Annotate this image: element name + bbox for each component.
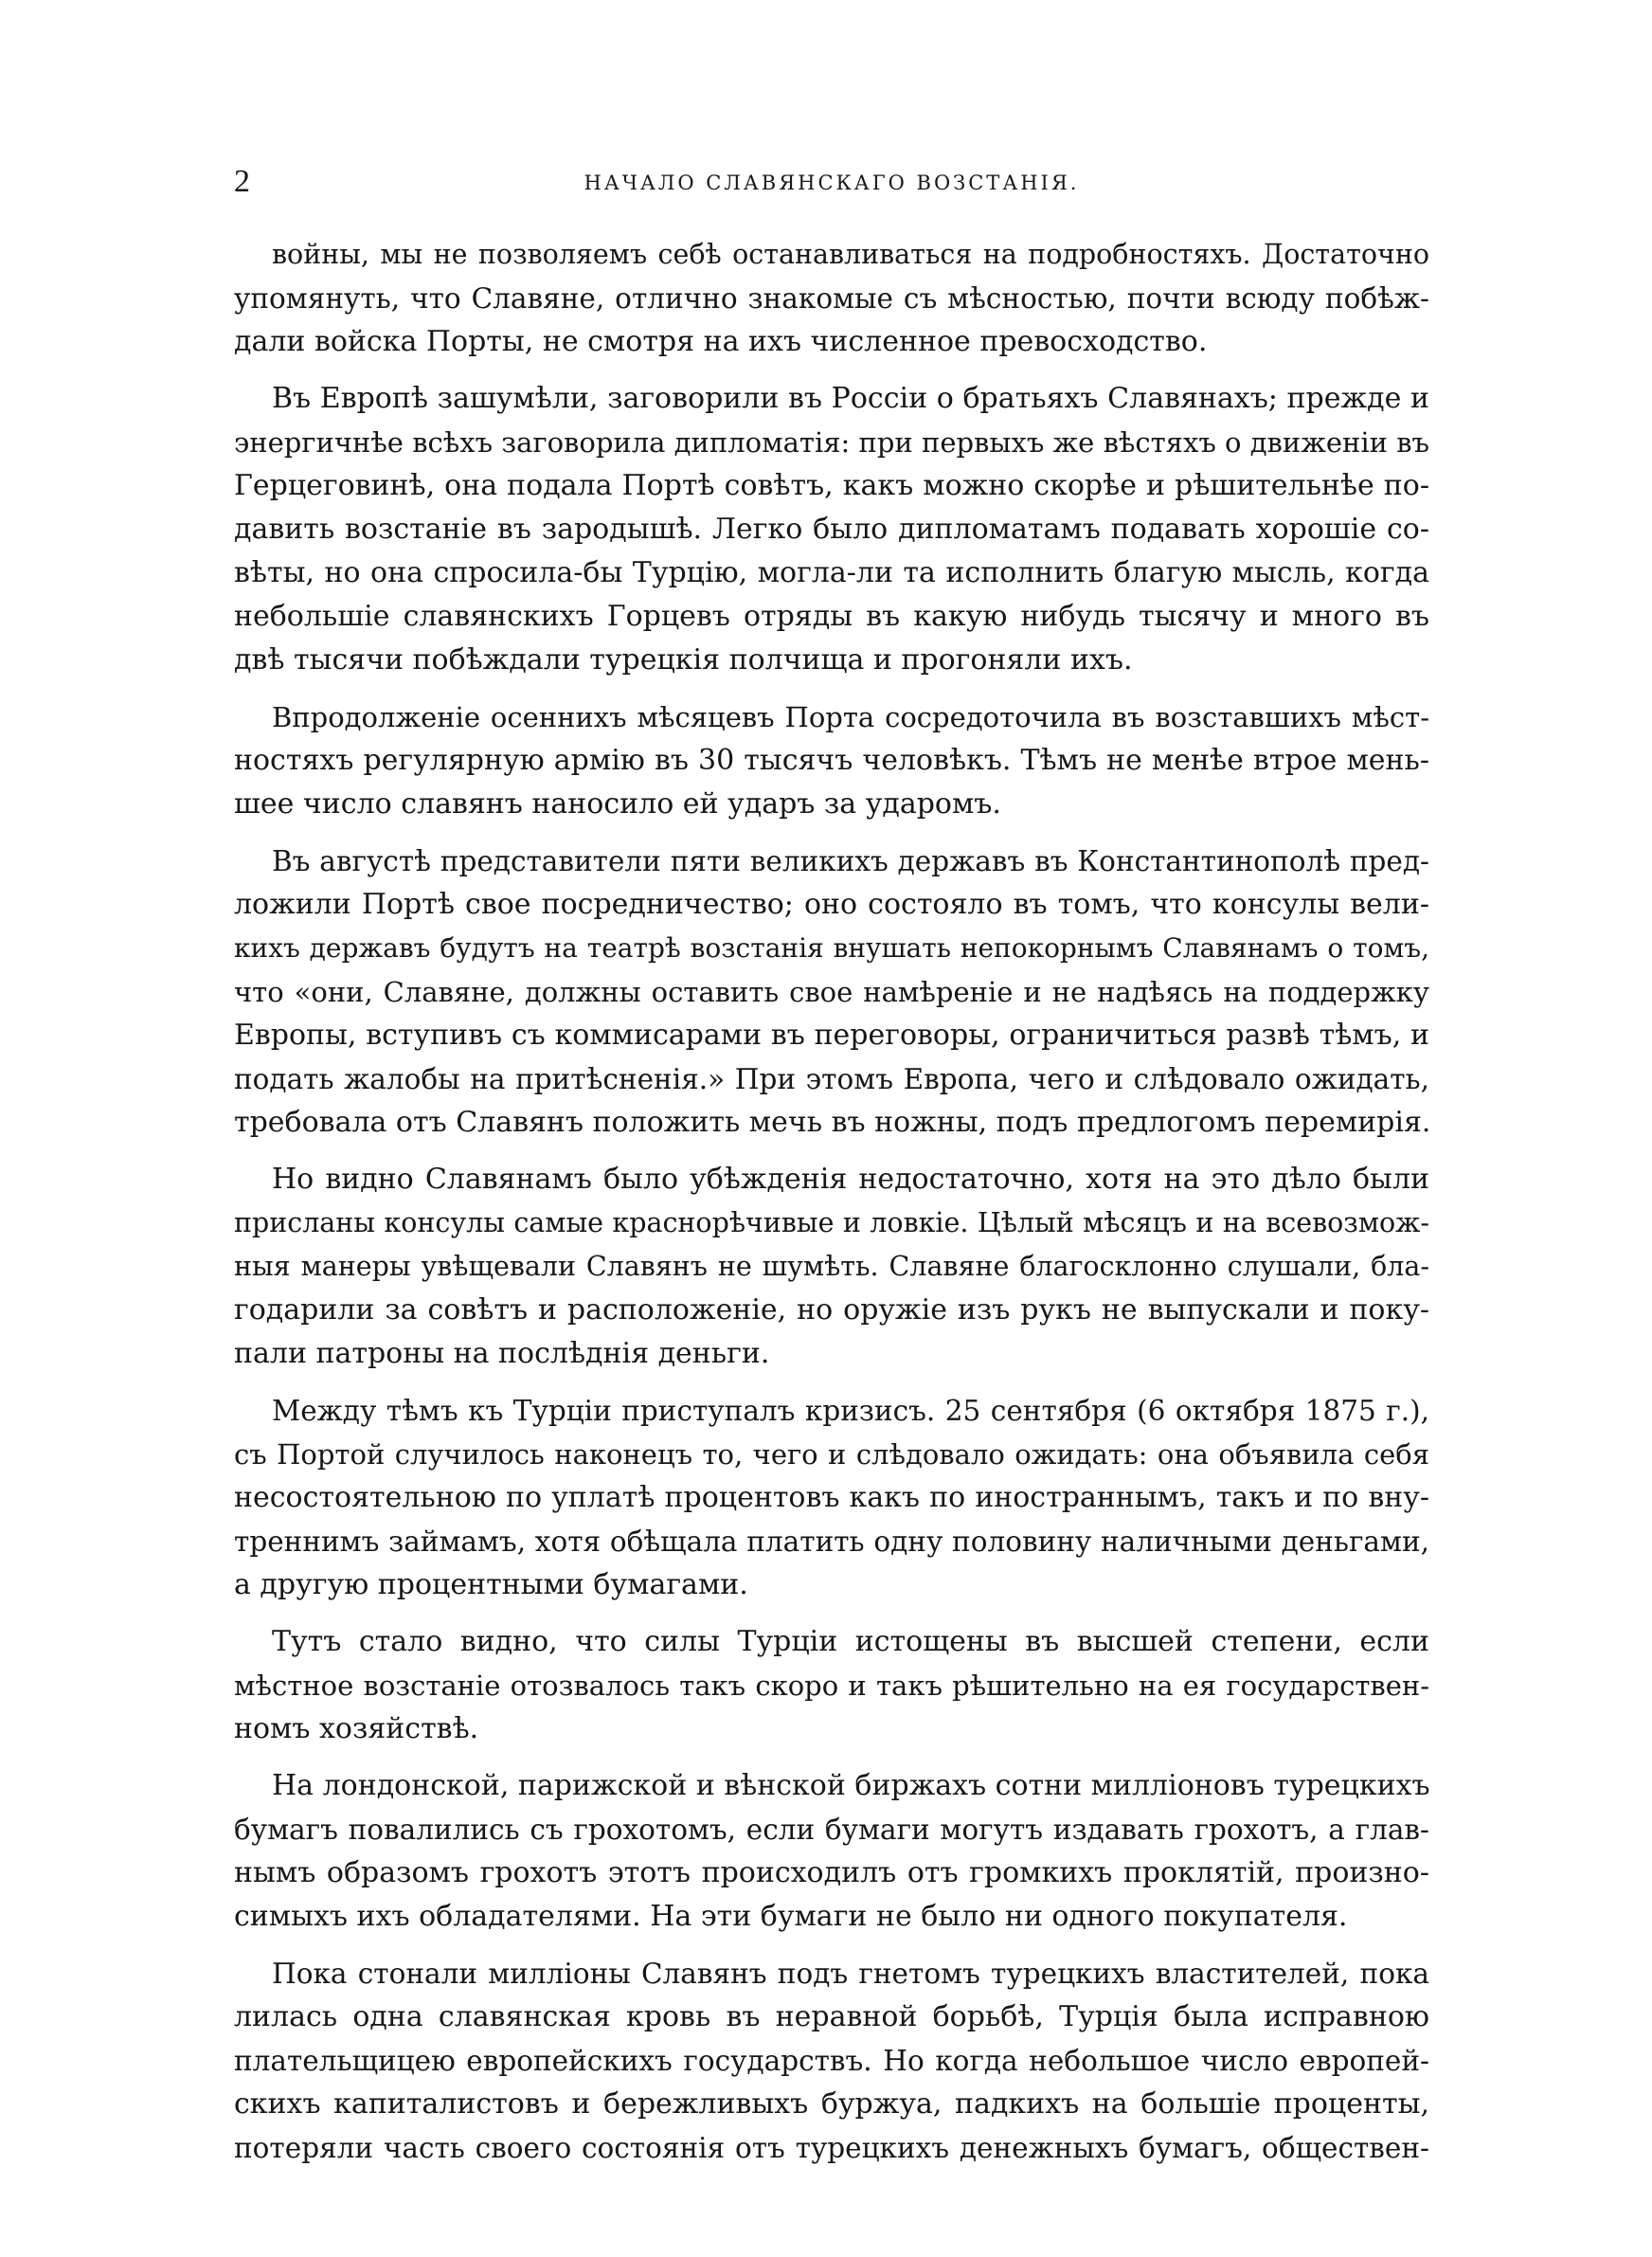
text-line: войны, мы не позволяемъ себѣ останавливаться на подробностяхъ. Достаточно <box>272 239 1429 270</box>
text-line: съ Портой случилось наконецъ то, чего и слѣдовало ожидать: она объявила себя <box>234 1438 1429 1471</box>
text-line: Но видно Славянамъ было убѣжденія недостаточно, хотя на это дѣло были <box>272 1163 1429 1196</box>
text-line: Въ Европѣ зашумѣли, заговорили въ Россіи о братьяхъ Славянахъ; прежде и <box>272 382 1429 415</box>
text-line: потеряли часть своего состоянія отъ турецкихъ денежныхъ бумагъ, обществен- <box>234 2132 1429 2164</box>
text-line: годарили за совѣтъ и расположеніе, но оружіе изъ рукъ не выпускали и поку- <box>234 1293 1429 1327</box>
paragraph <box>234 233 1429 364</box>
paragraph <box>234 840 1429 1145</box>
text-line: треннимъ займамъ, хотя обѣщала платить одну половину наличными деньгами, <box>234 1526 1429 1558</box>
text-line: вѣты, но она спросила-бы Турцію, могла-ли та исполнить благую мысль, когда <box>234 556 1429 589</box>
text-line: шее число славянъ наносило ей ударъ за ударомъ. <box>234 787 1001 821</box>
text-line: бумагъ повалились съ грохотомъ, если бумаги могутъ издавать грохотъ, а глав- <box>234 1814 1429 1846</box>
text-line: мѣстное возстаніе отозвалось такъ скоро и такъ рѣшительно на ея государствен- <box>234 1670 1429 1702</box>
text-line: лилась одна славянская кровь въ неравной борьбѣ, Турція была исправною <box>234 2000 1429 2033</box>
paragraph <box>234 1620 1429 1751</box>
text-line: Между тѣмъ къ Турціи приступалъ кризисъ. 25 сентября (6 октября 1875 г.), <box>272 1395 1429 1427</box>
text-line: кихъ державъ будутъ на театрѣ возстанія внушать непокорнымъ Славянамъ о томъ, <box>234 932 1429 964</box>
paragraph <box>234 1952 1429 2170</box>
text-line: На лондонской, парижской и вѣнской биржахъ сотни милліоновъ турецкихъ <box>272 1769 1430 1802</box>
text-line: что «они, Славяне, должны оставить свое намѣреніе и не надѣясь на поддержку <box>234 976 1429 1008</box>
paragraph <box>234 1389 1429 1607</box>
text-line: двѣ тысячи побѣждали турецкія полчища и прогоняли ихъ. <box>234 643 1133 677</box>
text-line: Пока стонали милліоны Славянъ подъ гнетомъ турецкихъ властителей, пока <box>272 1958 1429 1990</box>
text-line: нымъ образомъ грохотъ этотъ происходилъ отъ громкихъ проклятій, произно- <box>234 1856 1429 1889</box>
text-line: давить возстаніе въ зародышѣ. Легко было дипломатамъ подавать хорошіе со- <box>234 513 1429 546</box>
text-line: ныя манеры увѣщевали Славянъ не шумѣть. Славяне благосклонно слушали, бла- <box>234 1251 1429 1282</box>
text-line: требовала отъ Славянъ положить мечь въ ножны, подъ предлогомъ перемирія. <box>234 1106 1431 1139</box>
text-line: симыхъ ихъ обладателями. На эти бумаги не было ни одного покупателя. <box>234 1900 1348 1933</box>
text-line: ностяхъ регулярную армію въ 30 тысячъ человѣкъ. Тѣмъ не менѣе втрое мень- <box>234 744 1429 777</box>
page-number: 2 <box>234 164 250 199</box>
text-line: присланы консулы самые краснорѣчивые и ловкіе. Цѣлый мѣсяцъ и на всевозмож- <box>234 1207 1429 1238</box>
text-line: а другую процентными бумагами. <box>234 1568 748 1601</box>
text-line: ложили Портѣ свое посредничество; оно состояло въ томъ, что консулы вели- <box>234 888 1429 921</box>
text-line: скихъ капиталистовъ и бережливыхъ буржуа, падкихъ на большіе проценты, <box>234 2087 1429 2121</box>
text-line: Впродолженіе осеннихъ мѣсяцевъ Порта сосредоточила въ возставшихъ мѣст- <box>272 701 1429 733</box>
paragraph <box>234 1158 1429 1376</box>
text-line: Въ августѣ представители пяти великихъ державъ въ Константинополѣ пред- <box>272 845 1429 877</box>
text-line: дали войска Порты, не смотря на ихъ численное превосходство. <box>234 325 1208 358</box>
text-line: плательщицею европейскихъ государствъ. Но когда небольшое число европей- <box>234 2045 1429 2077</box>
text-line: упомянуть, что Славяне, отлично знакомые съ мѣсностью, почти всюду побѣж- <box>234 282 1429 315</box>
text-line: Тутъ стало видно, что силы Турціи истощены въ высшей степени, если <box>272 1625 1429 1658</box>
paragraph <box>234 1764 1429 1939</box>
paragraph <box>234 695 1429 826</box>
text-line: энергичнѣе всѣхъ заговорила дипломатія: при первыхъ же вѣстяхъ о движеніи въ <box>234 426 1429 459</box>
text-line: подать жалобы на притѣсненія.» При этомъ Европа, чего и слѣдовало ожидать, <box>234 1063 1429 1095</box>
body-text <box>234 233 1429 2183</box>
text-line: номъ хозяйствѣ. <box>234 1712 479 1745</box>
text-line: Европы, вступивъ съ коммисарами въ переговоры, ограничиться развѣ тѣмъ, и <box>234 1019 1429 1052</box>
text-line: пали патроны на послѣднія деньги. <box>234 1337 770 1370</box>
paragraph <box>234 377 1429 682</box>
text-line: небольшіе славянскихъ Горцевъ отряды въ какую нибудь тысячу и много въ <box>234 600 1429 633</box>
running-head: НАЧАЛО СЛАВЯНСКАГО ВОЗСТАНІЯ. <box>584 172 1080 194</box>
text-line: Герцеговинѣ, она подала Портѣ совѣтъ, какъ можно скорѣе и рѣшительнѣе по- <box>234 469 1429 502</box>
text-line: несостоятельною по уплатѣ процентовъ какъ по иностраннымъ, такъ и по вну- <box>234 1481 1429 1514</box>
page-header <box>234 163 1429 201</box>
